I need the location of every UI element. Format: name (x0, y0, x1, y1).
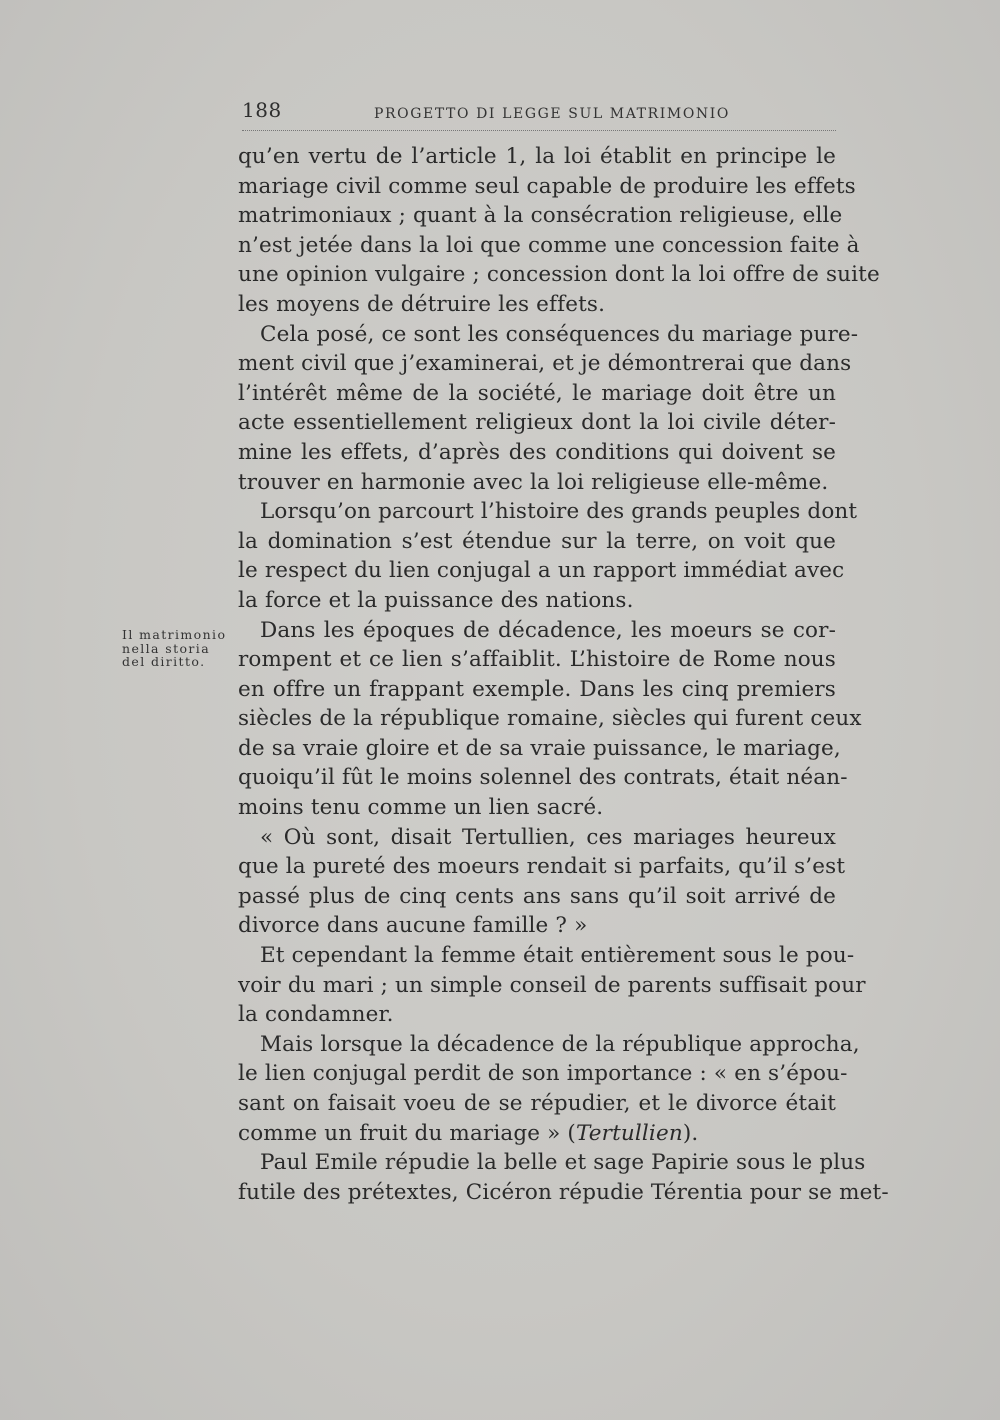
header-rule (242, 130, 836, 131)
text-line: trouver en harmonie avec la loi religieuse elle-même. (238, 469, 829, 495)
text-line: sant on faisait voeu de se répudier, et le divorce était (238, 1091, 836, 1116)
text-line: la domination s’est étendue sur la terre, on voit que (238, 528, 836, 554)
text-line: quoiqu’il fût le moins solennel des contrats, était néan- (238, 765, 848, 791)
text-line: une opinion vulgaire ; concession dont la loi offre de suite (238, 262, 880, 288)
text-line: les moyens de détruire les effets. (238, 291, 606, 317)
page-number: 188 (242, 98, 282, 122)
text-line: passé plus de cinq cents ans sans qu’il soit arrivé de (238, 883, 836, 909)
text-line: qu’en vertu de l’article 1, la loi établit en principe le (238, 144, 836, 169)
text-line: Paul Emile répudie la belle et sage Papirie sous le plus (260, 1150, 866, 1176)
text-line: voir du mari ; un simple conseil de parents suffisait pour (238, 972, 866, 998)
text-line: moins tenu comme un lien sacré. (238, 795, 604, 821)
body-text (238, 142, 889, 1207)
margin-note-line: del diritto. (122, 654, 206, 669)
text-line: Lorsqu’on parcourt l’histoire des grands peuples dont (260, 499, 858, 525)
margin-note (122, 628, 232, 669)
text-line: la condamner. (238, 1002, 394, 1028)
margin-note-line: nella storia (122, 640, 211, 656)
margin-note-line: Il matrimonio (122, 627, 227, 642)
text-line: Et cependant la femme était entièrement sous le pou- (260, 943, 855, 969)
text-line: « Où sont, disait Tertullien, ces mariages heureux (260, 824, 836, 850)
text-line: que la pureté des moeurs rendait si parfaits, qu’il s’est (238, 854, 846, 880)
text-line: acte essentiellement religieux dont la loi civile déter- (238, 410, 836, 436)
text-line: ment civil que j’examinerai, et je démontrerai que dans (238, 351, 852, 377)
text-line: Dans les époques de décadence, les moeurs se cor- (260, 617, 836, 643)
text-line: mariage civil comme seul capable de produire les effets (238, 173, 856, 199)
text-line: en offre un frappant exemple. Dans les cinq premiers (238, 676, 836, 702)
text-line: la force et la puissance des nations. (238, 587, 634, 613)
text-line: le lien conjugal perdit de son importance : « en s’épou- (238, 1061, 848, 1087)
text-line: Mais lorsque la décadence de la république approcha, (260, 1031, 860, 1057)
page-header (242, 96, 836, 136)
text-line: de sa vraie gloire et de sa vraie puissance, le mariage, (238, 735, 841, 761)
text-line: matrimoniaux ; quant à la consécration religieuse, elle (238, 203, 843, 229)
text-line: rompent et ce lien s’affaiblit. L’histoire de Rome nous (238, 647, 836, 673)
text-line: Cela posé, ce sont les conséquences du mariage pure- (260, 321, 859, 347)
text-line: divorce dans aucune famille ? » (238, 913, 588, 939)
text-line: le respect du lien conjugal a un rapport immédiat avec (238, 558, 845, 584)
running-title: PROGETTO DI LEGGE SUL MATRIMONIO (374, 106, 730, 122)
text-line: siècles de la république romaine, siècles qui furent ceux (238, 706, 862, 732)
text-line: l’intérêt même de la société, le mariage doit être un (238, 380, 836, 406)
text-line: comme un fruit du mariage » (Tertullien). (238, 1120, 699, 1146)
text-line: futile des prétextes, Cicéron répudie Térentia pour se met- (238, 1179, 889, 1205)
citation: Tertullien (575, 1120, 683, 1146)
text-line: mine les effets, d’après des conditions qui doivent se (238, 439, 836, 465)
text-line: n’est jetée dans la loi que comme une concession faite à (238, 232, 860, 258)
